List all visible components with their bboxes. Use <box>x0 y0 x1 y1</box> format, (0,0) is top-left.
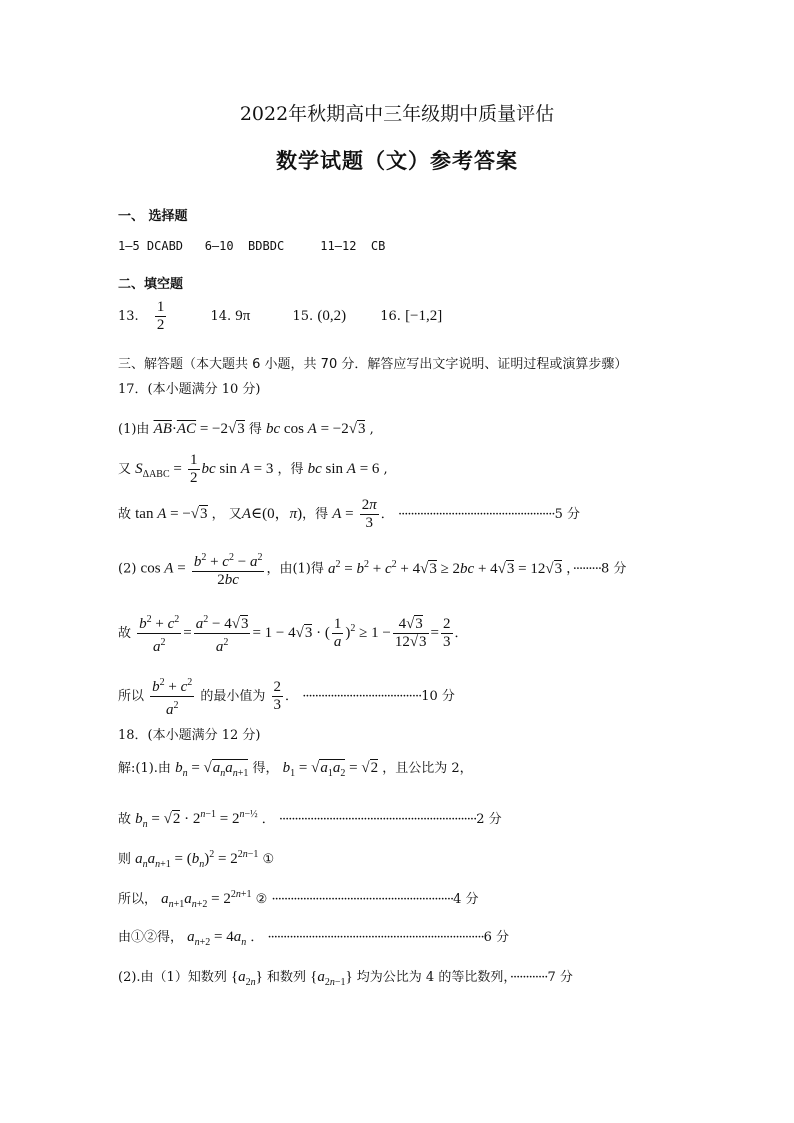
problem-18-title: 18．(本小题满分 12 分) <box>118 728 261 743</box>
document-title: 2022年秋期高中三年级期中质量评估 <box>239 103 555 125</box>
mark-5: 5 分 <box>554 507 580 522</box>
section-fill-heading: 二、填空题 <box>118 277 184 292</box>
mark-6: 6 分 <box>483 930 510 945</box>
q15-answer: (0,2) <box>317 308 347 324</box>
p18-line-4: 所以， $a_{n+1}a_{n+2} = 2^{2n+1}$ ② ··························································4 分 <box>118 889 479 910</box>
fill-answers-row <box>118 299 442 334</box>
p17-line-4: (2) cos A = $\frac{b^2 + c^2 - a^2}{2bc}$ ，由(1)得 $a^2 = b^2 + c^2 + 4√3 \ge 2bc + 4√3 = 12√3$ ，·········8 分 <box>118 549 626 589</box>
q14-label: 14. <box>210 309 232 324</box>
p17-line-6: 所以 $\frac{b^2 + c^2}{a^2}$ 的最小值为 $\frac{2}{3}$ ． ······································10 分 <box>118 674 455 719</box>
choice-answers: 1—5 DCABD 6—10 BDBDC 11—12 CB <box>118 239 386 253</box>
mark-4: 4 分 <box>453 892 479 907</box>
q16-label: 16. <box>380 309 401 324</box>
document-subtitle: 数学试题（文）参考答案 <box>276 148 518 173</box>
q15-label: 15. <box>292 309 314 324</box>
q13-label: 13. <box>118 309 139 324</box>
mark-8: 8 分 <box>600 561 627 577</box>
mark-7: 7 分 <box>547 970 573 985</box>
q14-answer: 9π <box>235 308 251 324</box>
p18-line-1: 解:(1).由 $b_n = √a_na_{n+1}$ 得， $b_1 = √a_1a_2 = √2$ ，且公比为 2， <box>118 760 473 779</box>
mark-2: 2 分 <box>476 812 502 827</box>
p18-line-3: 则 $a_na_{n+1} = (b_n)^2 = 2^{2n-1}$ ① <box>118 849 275 870</box>
p18-line-5: 由①②得， $a_{n+2} = 4a_n$ ． ·····································································6 分 <box>118 929 510 948</box>
problem-17-title: 17．(本小题满分 10 分) <box>118 382 261 397</box>
p18-line-6: (2).由（1）知数列 $\{a_{2n}\}$ 和数列 $\{a_{2n-1}\}$ 均为公比为 4 的等比数列，············7 分 <box>118 969 573 988</box>
section-choice-heading: 一、 选择题 <box>118 209 188 224</box>
p17-line-1: (1)由 $\overline{AB}\cdot\overline{AC} = -2√3$ 得 bc cos A = −2√3 , <box>118 421 374 437</box>
p17-line-2: 又 $S_{\Delta ABC}$ = $\frac{1}{2}$ bc sin A = 3 ，得 bc sin A = 6 , <box>118 452 388 486</box>
q16-answer: [−1,2] <box>405 308 443 324</box>
section-solution-heading: 三、解答题（本大题共 6 小题，共 70 分．解答应写出文字说明、证明过程或演算步骤） <box>118 357 628 372</box>
p17-line-3: 故 tan A = −√3 ， 又A∈(0，π)，得 A = $\frac{2\pi}{3}$ ． ··················································5 分 <box>118 497 580 531</box>
p17-line-5: 故 $\frac{b^2 + c^2}{a^2}$ = $\frac{a^2 - 4√3}{a^2}$ = 1 − 4√3 · ( $\frac{1}{a}$ )$^2$ ≥ 1 − $\frac{4√3}{12√3}$ = $\frac{2}{3}$ ． <box>118 611 468 656</box>
mark-10: 10 分 <box>421 689 455 704</box>
p18-line-2: 故 $b_n = √2 \cdot 2^{n-1} = 2^{n-\frac{1}{2}}$ ． ·······························································2 分 <box>118 809 502 830</box>
q13-answer-fraction: $\frac{1}{2}$ <box>156 299 165 333</box>
